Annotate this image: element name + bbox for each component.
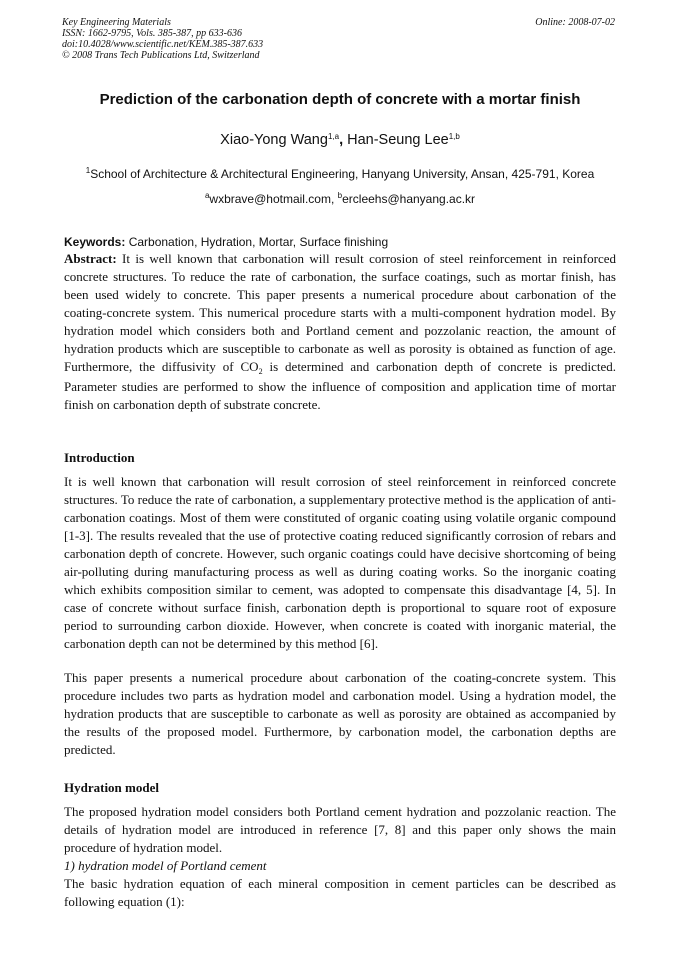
hydration-heading: Hydration model [64, 780, 159, 795]
hydration-paragraph-2: The basic hydration equation of each mineral composition in cement particles can be described as following equation (1): [64, 876, 616, 909]
email-a: wxbrave@hotmail.com, [209, 192, 338, 206]
keywords [64, 234, 616, 250]
journal-header [62, 17, 615, 61]
affiliation-text: School of Architecture & Architectural Engineering, Hanyang University, Ansan, 425-791, Korea [90, 167, 595, 181]
journal-doi: doi:10.4028/www.scientific.net/KEM.385-387.633 [62, 39, 264, 50]
journal-name: Key Engineering Materials [62, 17, 171, 28]
introduction-paragraph-1: It is well known that carbonation will result corrosion of steel reinforcement in reinforced concrete structures. To reduce the rate of carbonation, a supplementary protective method is the application of anti-carbonation coatings. Most of them were constituted of organic coating using volatile organic compound [1-3]. The results revealed that the use of protective coating reduced significantly corrosion of rebars and carbonation depth of concrete. However, such organic coatings could have decisive shortcoming of being air-polluting during manufacturing process as well as during coating works. So the inorganic coating which exhibits composition similar to cement, was adopted to compensate this disadvantage [4, 5]. In case of concrete without surface finish, carbonation depth is proportional to square root of exposure period to surrounding carbon dioxide. However, when concrete is coated with inorganic material, the carbonation depth can not be determined by this method [6]. [64, 474, 616, 651]
co2-subscript: 2 [258, 367, 263, 376]
email-line [40, 191, 640, 207]
keywords-label: Keywords: [64, 235, 126, 249]
keywords-text: Carbonation, Hydration, Mortar, Surface finishing [125, 235, 389, 249]
hydration-subheading: 1) hydration model of Portland cement [64, 858, 267, 873]
introduction-heading: Introduction [64, 450, 135, 465]
author-2-affiliation: 1,b [448, 132, 460, 141]
abstract-label: Abstract: [64, 251, 117, 266]
introduction-paragraph-2: This paper presents a numerical procedure about carbonation of the coating-concrete system. This procedure includes two parts as hydration model and carbonation model. Using a hydration model, the hydration products that are susceptible to carbonate as well as porosity are obtained as accompanied by the results of the proposed model. Furthermore, by carbonation model, the carbonation depths are predicted. [64, 670, 616, 757]
abstract-text-1: It is well known that carbonation will result corrosion of steel reinforcement in reinforced concrete structures. To reduce the rate of carbonation, the surface coatings, such as mortar finish, has been used widely to concrete. This paper presents a numerical procedure about carbonation of the coating-concrete system. This numerical procedure starts with a multi-component hydration model. By hydration model which considers both and Portland cement and pozzolanic reaction, the amount of hydration products which are susceptible to carbonate as well as porosity is obtained as function of age. Furthermore, the diffusivity of CO [64, 251, 616, 374]
hydration-paragraph-1: The proposed hydration model considers both Portland cement hydration and pozzolanic reaction. The details of hydration model are introduced in reference [7, 8] and this paper only shows the main procedure of hydration model. [64, 804, 616, 855]
email-b: ercleehs@hanyang.ac.kr [342, 192, 476, 206]
author-1: Xiao-Yong Wang [220, 132, 328, 148]
affiliation-marker: 1 [85, 166, 91, 175]
author-1-affiliation: 1,a [327, 132, 340, 141]
email-b-marker: b [337, 191, 343, 200]
author-separator: , [339, 132, 348, 148]
author-line [40, 131, 640, 149]
online-date: Online: 2008-07-02 [535, 17, 615, 28]
paper-title: Prediction of the carbonation depth of concrete with a mortar finish [99, 91, 581, 108]
email-a-marker: a [204, 191, 210, 200]
author-2: Han-Seung Lee [347, 132, 449, 148]
journal-copyright: © 2008 Trans Tech Publications Ltd, Switzerland [62, 50, 260, 61]
abstract [64, 250, 616, 414]
journal-issn: ISSN: 1662-9795, Vols. 385-387, pp 633-636 [62, 28, 242, 39]
abstract-text-2: is determined and carbonation depth of concrete is predicted. Parameter studies are performed to show the influence of composition and application time of mortar finish on carbonation depth of substrate concrete. [64, 359, 617, 412]
affiliation [40, 166, 640, 182]
